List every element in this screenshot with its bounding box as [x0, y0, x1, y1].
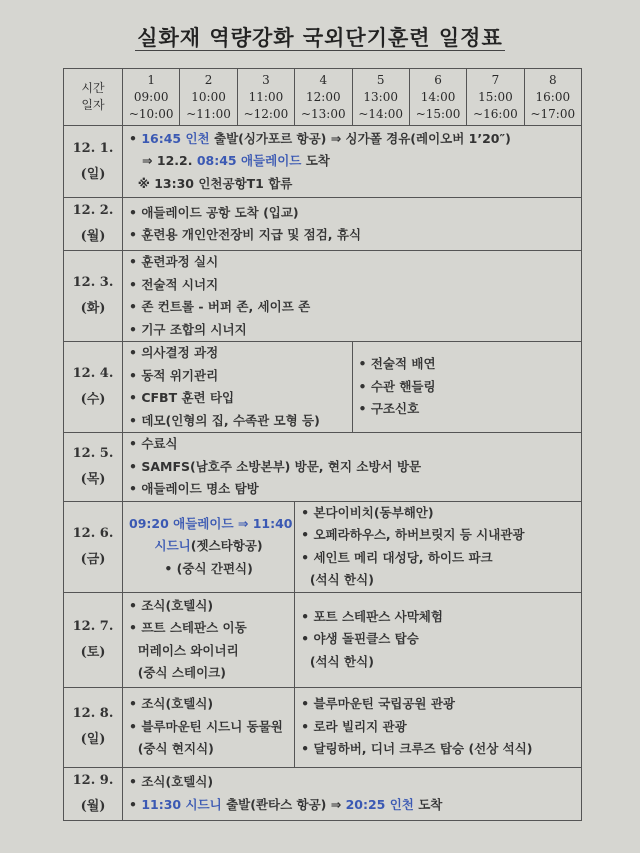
schedule-item [359, 376, 576, 399]
table-row [64, 251, 582, 342]
item-text: • 데모(인형의 집, 수족관 모형 등) [129, 412, 320, 428]
header-row [64, 69, 582, 126]
schedule-item [129, 513, 293, 536]
item-text: • 조식(호텔식) [129, 696, 214, 712]
date-cell [64, 592, 123, 687]
schedule-item [129, 794, 575, 817]
item-text: • 훈련용 개인안전장비 지급 및 점검, 휴식 [129, 227, 362, 242]
date-label: 12. 8. [72, 706, 114, 721]
item-text: • 포트 스테판스 사막체험 [301, 608, 443, 624]
weekday-label: (토) [80, 644, 106, 660]
date-label: 12. 5. [72, 445, 114, 461]
table-row [64, 198, 582, 251]
table-row [64, 687, 582, 767]
item-text: • 달링하버, 디너 크루즈 탑승 (선상 석식) [301, 741, 533, 757]
date-cell [64, 433, 123, 502]
schedule-cell [123, 126, 582, 198]
schedule-item [129, 535, 288, 558]
item-text: (중식 스테이크) [129, 665, 226, 680]
time-slot-header [180, 69, 237, 126]
date-label: 12. 7. [72, 618, 114, 634]
item-text: 도착 [301, 153, 330, 169]
item-text: • 존 컨트롤 - 버퍼 존, 세이프 존 [129, 299, 311, 314]
item-text: • 세인트 메리 대성당, 하이드 파크 [301, 549, 493, 565]
item-text: • 전술적 시너지 [129, 276, 219, 292]
item-text: • 구조신호 [358, 401, 420, 417]
schedule-item [301, 569, 575, 592]
slot-time: 14:00 [420, 89, 456, 104]
schedule-cell [123, 198, 582, 251]
time-slot-header [123, 69, 180, 126]
schedule-item [129, 387, 346, 410]
schedule-item [301, 716, 575, 739]
slot-time: 10:00 [191, 89, 226, 104]
slot-time: 12:00 [306, 89, 341, 104]
schedule-item [301, 693, 575, 716]
highlighted-flight-text: 16:45 인천 [141, 130, 210, 146]
schedule-item [129, 251, 575, 274]
date-cell [64, 687, 123, 767]
time-slot-header [409, 69, 466, 126]
item-text: (석식 한식) [301, 653, 374, 669]
schedule-item [129, 410, 346, 433]
time-slot-header [524, 69, 581, 126]
corner-cell [64, 69, 123, 126]
slot-end: ~12:00 [243, 106, 289, 121]
schedule-cell [123, 251, 582, 342]
slot-num: 7 [491, 72, 500, 87]
highlighted-flight-text: 11:30 시드니 [141, 796, 222, 812]
slot-time: 11:00 [248, 89, 284, 104]
schedule-item [129, 617, 288, 640]
schedule-item [129, 433, 575, 456]
schedule-item [359, 398, 576, 421]
schedule-cell [123, 501, 295, 592]
schedule-item [129, 319, 575, 342]
schedule-item [129, 478, 575, 501]
item-text: • 조식(호텔식) [129, 774, 214, 789]
weekday-label: (월) [80, 798, 106, 814]
table-row [64, 126, 582, 198]
schedule-item [301, 502, 575, 525]
date-label: 12. 9. [72, 772, 114, 788]
item-text: (젯스타항공) [190, 538, 263, 554]
item-text: 출발(콴타스 항공) ⇒ [221, 796, 346, 812]
item-text: • 기구 조합의 시너지 [129, 321, 247, 337]
item-text: • [129, 796, 142, 812]
schedule-item [129, 640, 288, 663]
schedule-item [129, 202, 575, 225]
schedule-item [129, 365, 346, 388]
date-cell [64, 198, 123, 251]
slot-time: 16:00 [535, 89, 571, 104]
schedule-cell [352, 342, 582, 433]
slot-num: 5 [376, 72, 385, 87]
item-text: • SAMFS(남호주 소방본부) 방문, 현지 소방서 방문 [129, 458, 422, 474]
schedule-item [129, 296, 575, 319]
weekday-label: (목) [80, 471, 106, 487]
item-text: • 애들레이드 공항 도착 (입교) [129, 204, 299, 220]
schedule-item [129, 662, 288, 685]
item-text: • 조식(호텔식) [129, 597, 214, 613]
corner-date-label: 일자 [81, 98, 105, 112]
date-cell [64, 767, 123, 820]
time-slot-header [467, 69, 524, 126]
slot-time: 13:00 [363, 89, 398, 104]
date-label: 12. 2. [72, 203, 114, 218]
date-cell [64, 501, 123, 592]
schedule-item [129, 274, 575, 297]
schedule-item [301, 606, 575, 629]
slot-num: 2 [204, 72, 213, 87]
item-text: • 프트 스테판스 이동 [129, 620, 247, 635]
item-text: 머레이스 와이너리 [129, 642, 239, 658]
item-text: (석식 한식) [301, 572, 374, 587]
schedule-item [129, 342, 346, 365]
date-cell [64, 126, 123, 198]
date-cell [64, 342, 123, 433]
schedule-cell [295, 592, 582, 687]
slot-num: 6 [434, 72, 442, 87]
schedule-cell [123, 433, 582, 502]
date-label: 12. 1. [72, 140, 114, 156]
time-slot-header [237, 69, 294, 126]
date-label: 12. 3. [72, 275, 114, 290]
schedule-cell [123, 592, 295, 687]
item-text: • 블루마운틴 시드니 동물원 [129, 718, 283, 734]
weekday-label: (월) [80, 229, 106, 244]
item-text: • 블루마운틴 국립공원 관광 [301, 696, 455, 712]
table-row [64, 767, 582, 820]
schedule-item [129, 716, 288, 739]
date-label: 12. 4. [72, 366, 114, 381]
slot-end: ~13:00 [300, 106, 346, 121]
schedule-item [129, 693, 288, 716]
slot-end: ~16:00 [473, 106, 518, 121]
highlighted-flight-text: 09:20 애들레이드 ⇒ 11:40 [129, 515, 293, 531]
schedule-cell [123, 342, 353, 433]
item-text: • 오페라하우스, 하버브릿지 등 시내관광 [301, 527, 525, 542]
item-text: ⇒ 12.2. [129, 153, 197, 169]
schedule-item [129, 558, 288, 581]
corner-time-label: 시간 [81, 81, 105, 95]
slot-end: ~10:00 [128, 106, 174, 121]
highlighted-flight-text: 20:25 인천 [345, 796, 414, 812]
schedule-item [359, 353, 576, 376]
highlighted-flight-text: 08:45 애들레이드 [196, 153, 302, 169]
item-text: • 로라 빌리지 관광 [301, 718, 407, 734]
schedule-item [129, 738, 288, 761]
item-text: • 수료식 [129, 436, 178, 451]
schedule-cell [123, 767, 582, 820]
item-text: • 수관 핸들링 [358, 378, 436, 394]
schedule-item [129, 456, 575, 479]
weekday-label: (일) [80, 166, 106, 182]
weekday-label: (화) [80, 301, 106, 316]
item-text: • 본다이비치(동부해안) [301, 504, 434, 520]
slot-num: 1 [147, 72, 155, 87]
slot-num: 4 [319, 72, 328, 87]
schedule-item [301, 628, 575, 651]
slot-end: ~17:00 [530, 106, 576, 121]
slot-num: 3 [262, 72, 270, 87]
item-text: • 애들레이드 명소 탐방 [129, 481, 259, 496]
schedule-cell [123, 687, 295, 767]
item-text: • 훈련과정 실시 [129, 254, 219, 269]
item-text: • 의사결정 과정 [129, 345, 219, 360]
schedule-cell [295, 501, 582, 592]
weekday-label: (금) [80, 551, 106, 567]
slot-end: ~15:00 [415, 106, 461, 121]
date-label: 12. 6. [72, 525, 114, 541]
schedule-table [63, 68, 582, 821]
item-text: • [129, 130, 142, 146]
page-title: 실화재 역량강화 국외단기훈련 일정표 [137, 26, 503, 50]
schedule-item [301, 651, 575, 674]
slot-end: ~14:00 [358, 106, 403, 121]
slot-time: 09:00 [133, 89, 169, 104]
table-row [64, 592, 582, 687]
table-row [64, 342, 582, 433]
schedule-item [301, 524, 575, 547]
item-text: • 동적 위기관리 [129, 367, 219, 383]
slot-num: 8 [548, 72, 557, 87]
item-text: 출발(싱가포르 항공) ⇒ 싱가폴 경유(레이오버 1’20″) [209, 130, 511, 146]
slot-end: ~11:00 [186, 106, 231, 121]
schedule-item [129, 224, 575, 247]
schedule-cell [295, 687, 582, 767]
item-text: • CFBT 훈련 타입 [129, 390, 235, 405]
schedule-item [129, 128, 575, 151]
time-slot-header [352, 69, 409, 126]
time-slot-header [295, 69, 352, 126]
schedule-item [129, 173, 575, 196]
table-row [64, 433, 582, 502]
item-text: (중식 현지식) [129, 741, 214, 757]
schedule-item [129, 595, 288, 618]
schedule-item [129, 771, 575, 794]
item-text: • 야생 돌핀클스 탑승 [301, 631, 419, 647]
highlighted-flight-text: 시드니 [154, 538, 191, 554]
item-text: • 전술적 배연 [358, 356, 436, 372]
weekday-label: (일) [80, 732, 106, 747]
schedule-item [129, 150, 575, 173]
item-text: ※ 13:30 인천공항T1 합류 [129, 175, 293, 191]
weekday-label: (수) [80, 392, 106, 407]
table-row [64, 501, 582, 592]
slot-time: 15:00 [478, 89, 513, 104]
item-text: 도착 [413, 796, 443, 812]
schedule-item [301, 547, 575, 570]
date-cell [64, 251, 123, 342]
item-text: • (중식 간편식) [164, 560, 253, 576]
schedule-item [301, 738, 575, 761]
